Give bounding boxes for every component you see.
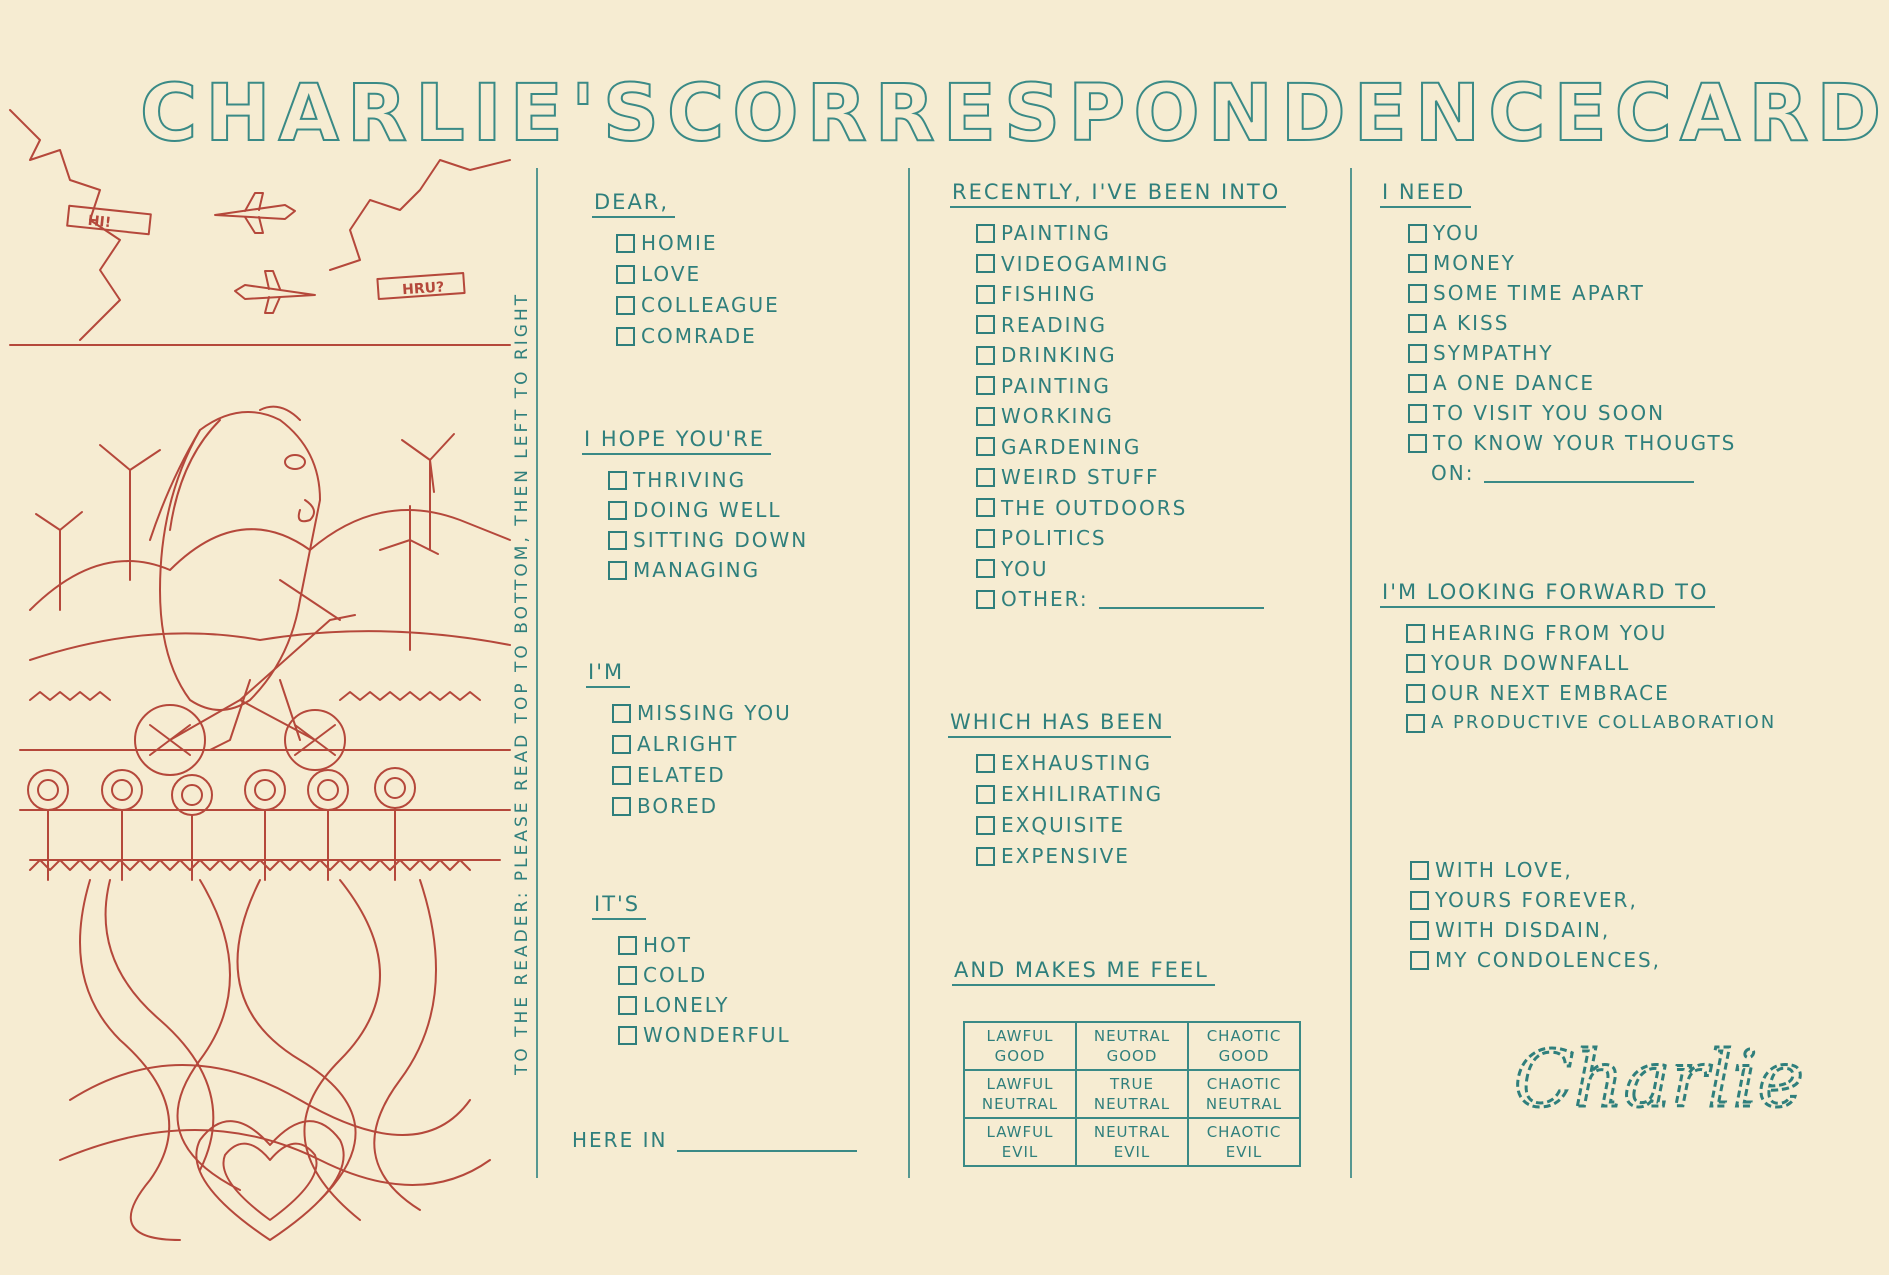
section-forward (1380, 580, 1776, 738)
alignment-cell[interactable]: CHAOTIC NEUTRAL (1188, 1070, 1300, 1118)
alignment-cell[interactable]: CHAOTIC GOOD (1188, 1022, 1300, 1070)
checkbox[interactable] (976, 529, 995, 548)
cloud-right (330, 160, 510, 270)
section-recently (950, 180, 1286, 615)
checkbox[interactable] (1408, 314, 1427, 333)
checkbox[interactable] (976, 754, 995, 773)
signature (1508, 1018, 1804, 1128)
checkbox[interactable] (1408, 344, 1427, 363)
checkbox[interactable] (976, 816, 995, 835)
option-the-outdoors[interactable]: THE OUTDOORS (976, 493, 1286, 524)
alignment-cell[interactable]: LAWFUL EVIL (964, 1118, 1076, 1166)
option-love[interactable]: LOVE (616, 259, 780, 290)
section-title-need: I NEED (1380, 180, 1471, 208)
checkbox[interactable] (616, 296, 635, 315)
section-which (948, 710, 1171, 872)
checkbox[interactable] (1408, 254, 1427, 273)
option-painting-2[interactable]: PAINTING (976, 371, 1286, 402)
option-missing-you[interactable]: MISSING YOU (612, 698, 792, 729)
option-hot[interactable]: HOT (618, 930, 791, 960)
hills (30, 510, 510, 610)
alignment-cell[interactable]: TRUE NEUTRAL (1076, 1070, 1188, 1118)
option-elated[interactable]: ELATED (612, 760, 792, 791)
checkbox[interactable] (612, 735, 631, 754)
section-title-its: IT'S (592, 892, 646, 920)
option-visit-soon[interactable]: TO VISIT YOU SOON (1408, 398, 1736, 428)
checkbox[interactable] (1410, 951, 1429, 970)
option-working[interactable]: WORKING (976, 401, 1286, 432)
thoughts-on-line[interactable]: ON: (1408, 458, 1736, 488)
option-you[interactable]: YOU (1408, 218, 1736, 248)
checkbox[interactable] (976, 254, 995, 273)
checkbox[interactable] (976, 376, 995, 395)
option-painting[interactable]: PAINTING (976, 218, 1286, 249)
roots (60, 880, 490, 1240)
section-hope (582, 427, 808, 585)
option-cold[interactable]: COLD (618, 960, 791, 990)
checkbox[interactable] (612, 704, 631, 723)
heart-inner (223, 1144, 316, 1220)
option-next-embrace[interactable]: OUR NEXT EMBRACE (1406, 678, 1776, 708)
checkbox[interactable] (976, 468, 995, 487)
here-in-label: HERE IN (572, 1128, 668, 1152)
section-im (586, 660, 792, 822)
reader-note: TO THE READER: PLEASE READ TOP TO BOTTOM, THEN LEFT TO RIGHT (512, 291, 532, 1075)
title-word-2: CORRESPONDENCE (667, 69, 1615, 159)
checkbox[interactable] (1406, 654, 1425, 673)
section-need (1380, 180, 1736, 488)
option-know-thoughts[interactable]: TO KNOW YOUR THOUGTS (1408, 428, 1736, 458)
option-doing-well[interactable]: DOING WELL (608, 495, 808, 525)
option-comrade[interactable]: COMRADE (616, 321, 780, 352)
checkbox[interactable] (976, 315, 995, 334)
checkbox[interactable] (1408, 224, 1427, 243)
plane-2 (235, 271, 315, 313)
checkbox[interactable] (976, 224, 995, 243)
alignment-grid (963, 1021, 1301, 1167)
here-in-field[interactable] (572, 1128, 857, 1152)
checkbox[interactable] (1408, 374, 1427, 393)
title-word-3: CARD (1614, 69, 1889, 159)
section-title-im: I'M (586, 660, 630, 688)
checkbox[interactable] (616, 327, 635, 346)
option-thriving[interactable]: THRIVING (608, 465, 808, 495)
divider-2 (908, 168, 910, 1178)
option-other[interactable]: OTHER: (976, 584, 1286, 615)
option-gardening[interactable]: GARDENING (976, 432, 1286, 463)
checkbox[interactable] (1408, 434, 1427, 453)
alignment-cell[interactable]: CHAOTIC EVIL (1188, 1118, 1300, 1166)
checkbox[interactable] (976, 437, 995, 456)
hill-2 (30, 631, 510, 660)
section-title-hope: I HOPE YOU'RE (582, 427, 771, 455)
option-expensive[interactable]: EXPENSIVE (976, 841, 1171, 872)
checkbox[interactable] (976, 785, 995, 804)
section-signoff (1380, 855, 1661, 975)
here-in-blank[interactable] (677, 1132, 857, 1152)
section-title-forward: I'M LOOKING FORWARD TO (1380, 580, 1715, 608)
checkbox[interactable] (618, 996, 637, 1015)
checkbox[interactable] (976, 346, 995, 365)
option-a-kiss[interactable]: A KISS (1408, 308, 1736, 338)
checkbox[interactable] (1410, 861, 1429, 880)
checkbox[interactable] (1406, 714, 1425, 733)
option-downfall[interactable]: YOUR DOWNFALL (1406, 648, 1776, 678)
checkbox[interactable] (608, 471, 627, 490)
option-alright[interactable]: ALRIGHT (612, 729, 792, 760)
option-colleague[interactable]: COLLEAGUE (616, 290, 780, 321)
checkbox[interactable] (1406, 624, 1425, 643)
option-exhausting[interactable]: EXHAUSTING (976, 748, 1171, 779)
checkbox[interactable] (976, 590, 995, 609)
divider-3 (1350, 168, 1352, 1178)
checkbox[interactable] (1408, 284, 1427, 303)
section-title-dear: DEAR, (592, 190, 675, 218)
section-title-which: WHICH HAS BEEN (948, 710, 1171, 738)
alignment-cell[interactable]: LAWFUL NEUTRAL (964, 1070, 1076, 1118)
section-title-recently: RECENTLY, I'VE BEEN INTO (950, 180, 1286, 208)
checkbox[interactable] (618, 936, 637, 955)
option-fishing[interactable]: FISHING (976, 279, 1286, 310)
checkbox[interactable] (612, 766, 631, 785)
option-politics[interactable]: POLITICS (976, 523, 1286, 554)
illustration (0, 100, 530, 1275)
checkbox[interactable] (608, 501, 627, 520)
section-its (592, 892, 791, 1050)
option-sympathy[interactable]: SYMPATHY (1408, 338, 1736, 368)
checkbox[interactable] (616, 234, 635, 253)
option-you[interactable]: YOU (976, 554, 1286, 585)
option-yours-forever[interactable]: YOURS FOREVER, (1410, 885, 1661, 915)
checkbox[interactable] (976, 407, 995, 426)
checkbox[interactable] (976, 847, 995, 866)
checkbox[interactable] (976, 498, 995, 517)
option-hearing-from-you[interactable]: HEARING FROM YOU (1406, 618, 1776, 648)
option-time-apart[interactable]: SOME TIME APART (1408, 278, 1736, 308)
banner-hru-text: HRU? (401, 279, 445, 299)
option-reading[interactable]: READING (976, 310, 1286, 341)
other-blank[interactable] (1099, 589, 1264, 609)
divider-1 (536, 168, 538, 1178)
banner-hi-text: HI! (86, 212, 112, 232)
option-bored[interactable]: BORED (612, 791, 792, 822)
option-sitting-down[interactable]: SITTING DOWN (608, 525, 808, 555)
option-with-love[interactable]: WITH LOVE, (1410, 855, 1661, 885)
checkbox[interactable] (608, 561, 627, 580)
thoughts-blank[interactable] (1484, 463, 1694, 483)
checkbox[interactable] (618, 1026, 637, 1045)
windmill-4 (36, 512, 82, 610)
option-money[interactable]: MONEY (1408, 248, 1736, 278)
option-collaboration[interactable]: A PRODUCTIVE COLLABORATION (1406, 708, 1776, 738)
alignment-cell[interactable]: NEUTRAL GOOD (1076, 1022, 1188, 1070)
checkbox[interactable] (976, 559, 995, 578)
windmill-1 (100, 445, 160, 580)
checkbox[interactable] (1410, 921, 1429, 940)
section-title-makes: AND MAKES ME FEEL (952, 958, 1215, 986)
checkbox[interactable] (1406, 684, 1425, 703)
plane-1 (215, 193, 295, 233)
option-homie[interactable]: HOMIE (616, 228, 780, 259)
checkbox[interactable] (608, 531, 627, 550)
option-weird-stuff[interactable]: WEIRD STUFF (976, 462, 1286, 493)
option-condolences[interactable]: MY CONDOLENCES, (1410, 945, 1661, 975)
section-dear (592, 190, 780, 352)
option-wonderful[interactable]: WONDERFUL (618, 1020, 791, 1050)
option-exquisite[interactable]: EXQUISITE (976, 810, 1171, 841)
checkbox[interactable] (1410, 891, 1429, 910)
section-makes (952, 958, 1215, 996)
checkbox[interactable] (976, 285, 995, 304)
signature-text: Charlie (1514, 1035, 1804, 1125)
title-word-1: CHARLIE'S (140, 69, 668, 159)
checkbox[interactable] (618, 966, 637, 985)
option-lonely[interactable]: LONELY (618, 990, 791, 1020)
option-managing[interactable]: MANAGING (608, 555, 808, 585)
option-with-disdain[interactable]: WITH DISDAIN, (1410, 915, 1661, 945)
checkbox[interactable] (1408, 404, 1427, 423)
option-exhilirating[interactable]: EXHILIRATING (976, 779, 1171, 810)
checkbox[interactable] (616, 265, 635, 284)
alignment-cell[interactable]: LAWFUL GOOD (964, 1022, 1076, 1070)
grass-bottom (30, 860, 470, 870)
option-one-dance[interactable]: A ONE DANCE (1408, 368, 1736, 398)
alignment-cell[interactable]: NEUTRAL EVIL (1076, 1118, 1188, 1166)
option-drinking[interactable]: DRINKING (976, 340, 1286, 371)
character-on-bike (135, 407, 355, 775)
option-videogaming[interactable]: VIDEOGAMING (976, 249, 1286, 280)
checkbox[interactable] (612, 797, 631, 816)
